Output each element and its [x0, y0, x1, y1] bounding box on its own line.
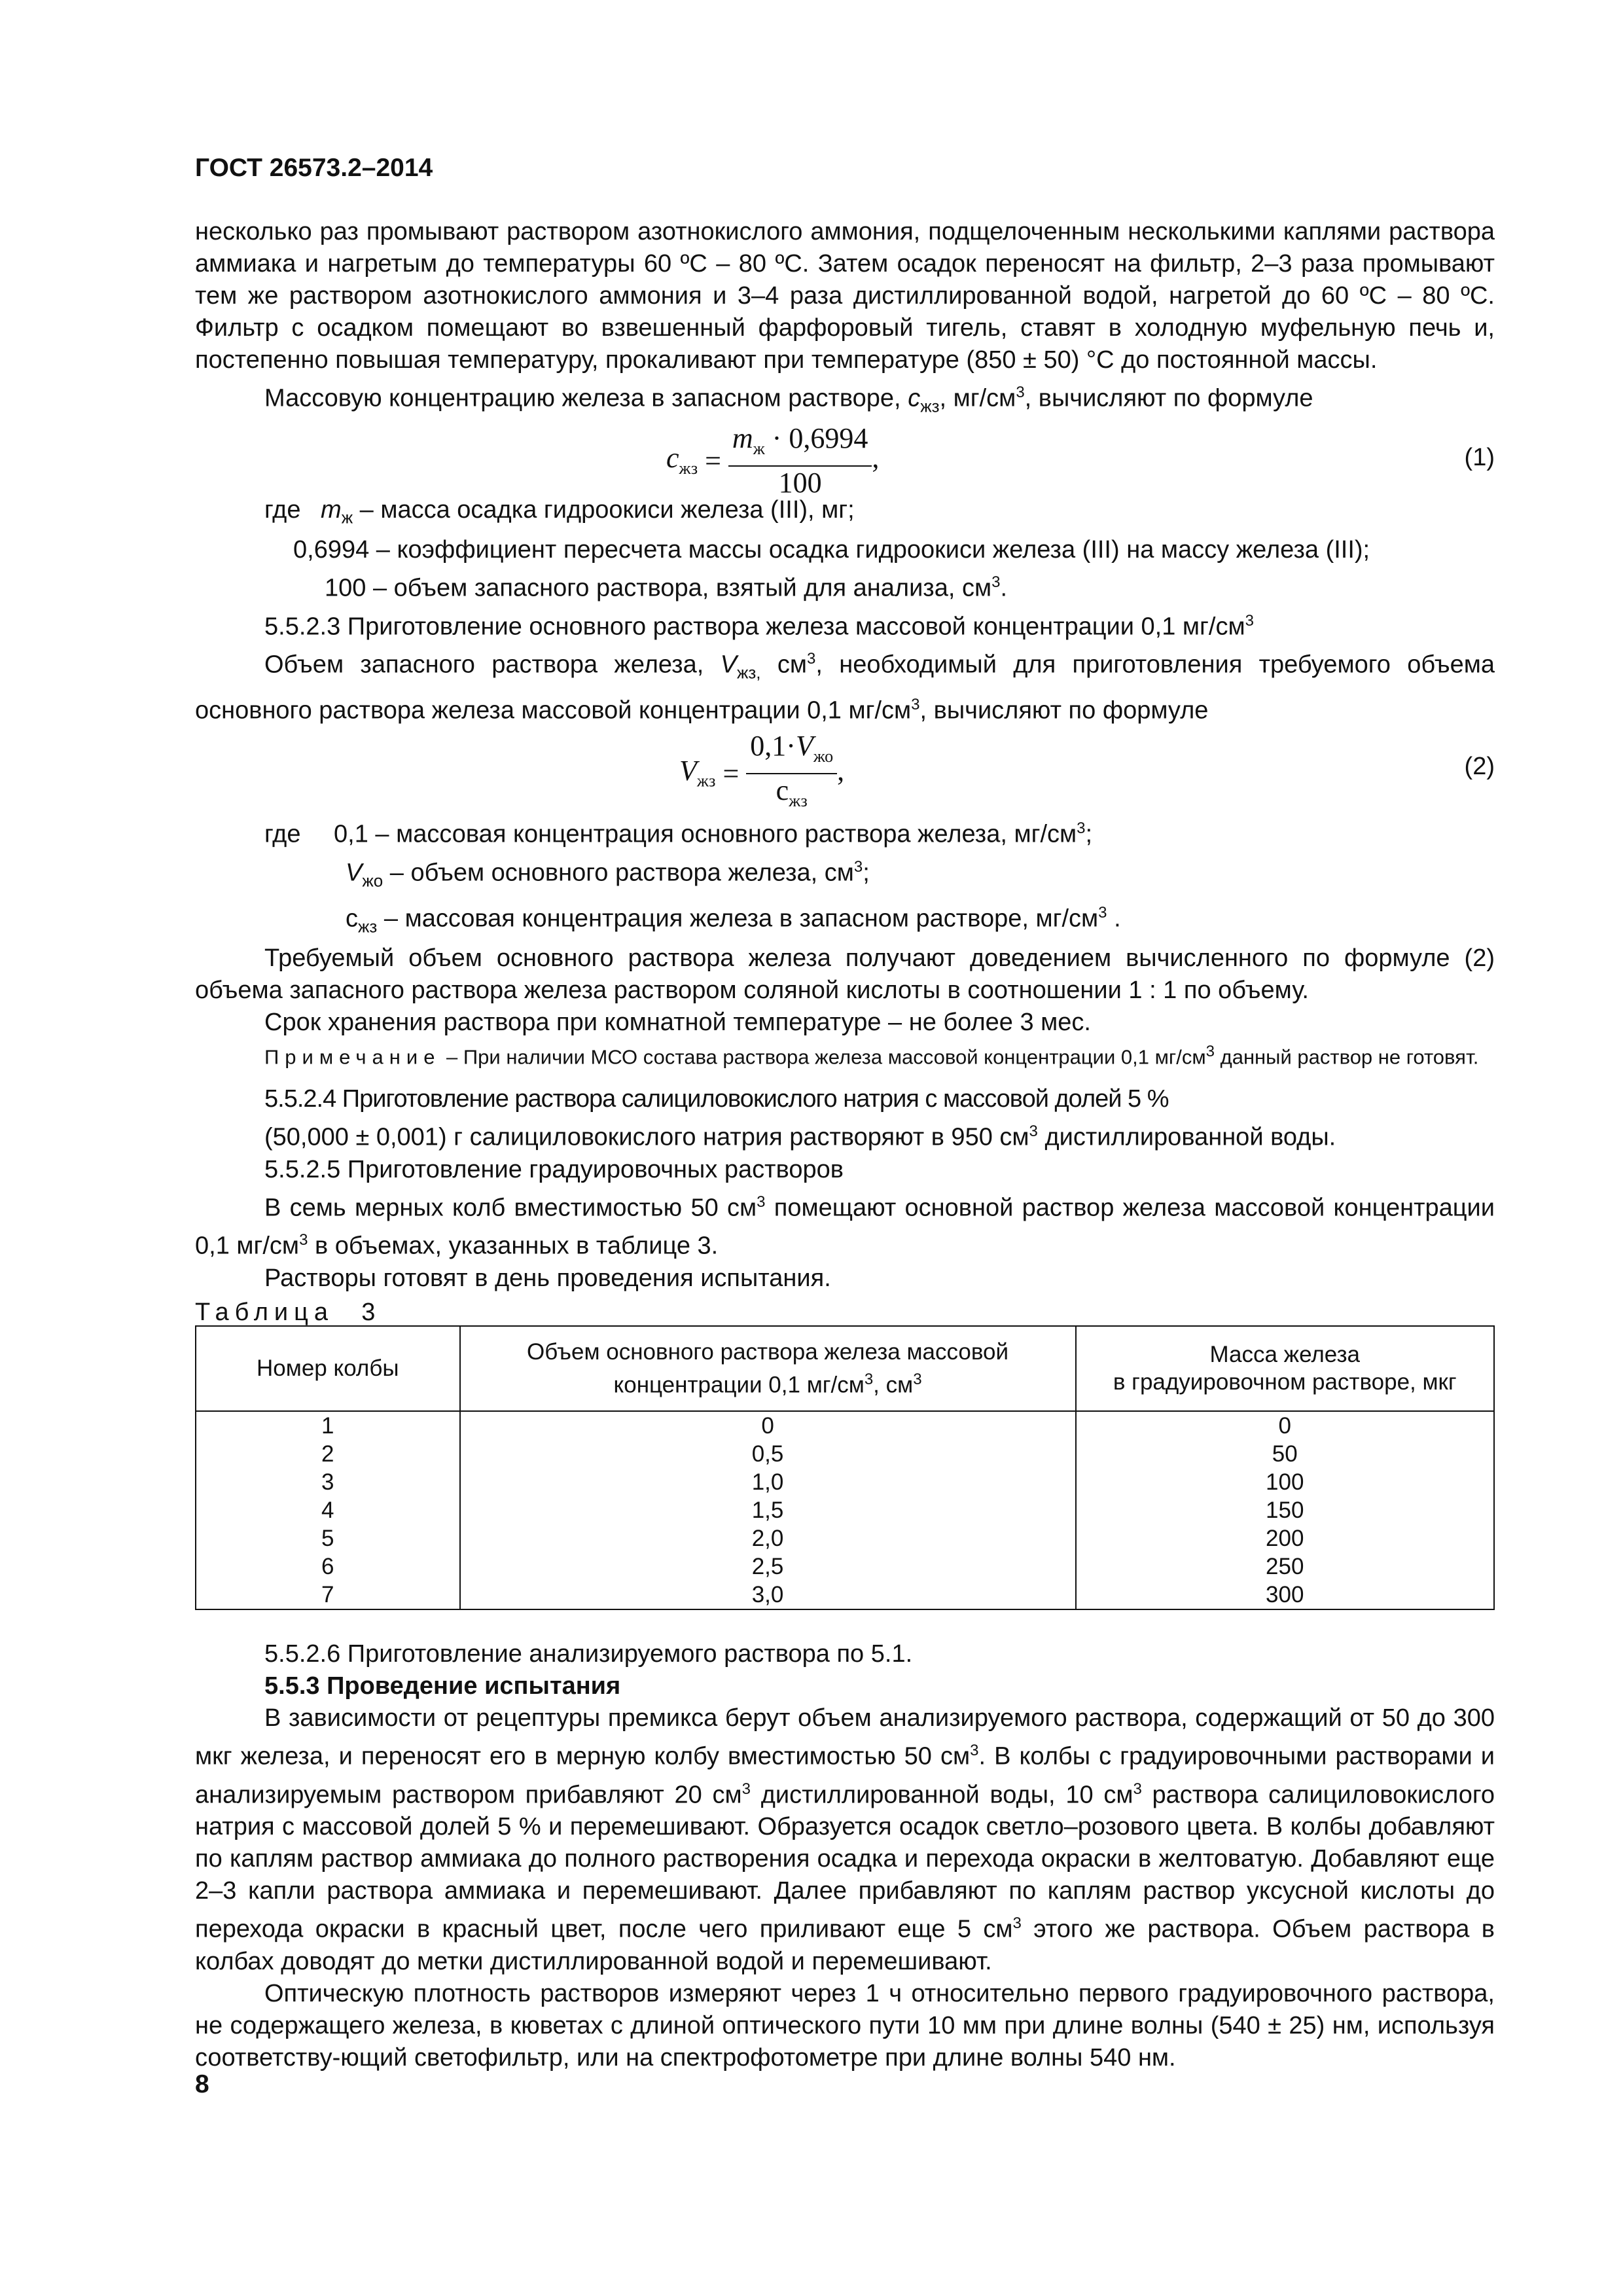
heading-5523: 5.5.2.3 Приготовление основного раствора железа массовой концентрации 0,1 $мг/см^3$ [264, 611, 1254, 641]
calibration-table [195, 1325, 1495, 1610]
table-row: 3 1,0 100 [196, 1468, 1494, 1496]
column-header-volume: Объем основного раствора железа массовой концентрации 0,1 $мг/см^3$, $см^3$ [460, 1326, 1076, 1411]
heading-5525: 5.5.2.5 Приготовление градуировочных растворов [264, 1155, 844, 1183]
paragraph-salicylate: (50,000 ± 0,001) г салициловокислого натрия растворяют в 950 $см^3$ дистиллированной воды. [264, 1122, 1336, 1151]
document-header: ГОСТ 26573.2–2014 [195, 154, 433, 182]
formula-2: $V_{жз}$ = $\frac{0,1\cdot V_{жо}}{c_{жз}}$ , (2) [679, 730, 1495, 810]
section-5526-553 [195, 1638, 1495, 2074]
table-3-block [195, 1299, 1495, 1610]
formula-1-number: (1) [1464, 444, 1495, 472]
heading-5526: 5.5.2.6 Приготовление анализируемого раствора по 5.1. [264, 1640, 913, 1668]
where-1-line-1: где $m_ж$ – масса осадка гидроокиси железа (III), мг; [264, 496, 855, 528]
note: Примечание – При наличии МСО состава раствора железа массовой концентрации 0,1 $мг/см^3$ данный раствор не готовят. [264, 1043, 1479, 1069]
paragraph-formula2-intro: Объем запасного раствора железа, $V_{жз,}$ $см^3$, необходимый для приготовления требуемого объема основного раствора железа массовой концентрации 0,1 $мг/см^3$, вычисляют по формуле [195, 650, 1495, 725]
paragraph-precipitate: несколько раз промывают раствором азотнокислого аммония, подщелоченным несколькими каплями раствора аммиака и нагретым до температуры 60 ºС – 80 ºС. Затем осадок переносят на фильтр, 2–3 раза промывают тем же раствором азотнокислого аммония и 3–4 раза дистиллированной водой, нагретой до 60 ºС – 80 ºС. Фильтр с осадком помещают во взвешенный фарфоровый тигель, ставят в холодную муфельную печь и, постепенно повышая температуру, прокаливают при температуре (850 ± 50) °С до постоянной массы. [195, 218, 1495, 374]
paragraph-optical-density: Оптическую плотность растворов измеряют через 1 ч относительно первого градуировочного раствора, не содержащего железа, в кюветах с длиной оптического пути 10 мм при длине волны (540 ± 25) нм, используя соответству-ющий светофильтр, или на спектрофотометре при длине волны 540 нм. [195, 1979, 1495, 2072]
section-5522-continuation [195, 216, 1495, 1071]
paragraph-flasks: В семь мерных колб вместимостью 50 $см^3$ помещают основной раствор железа массовой концентрации 0,1 $мг/см^3$ в объемах, указанных в таблице 3. [195, 1193, 1495, 1260]
paragraph-formula1-intro: Массовую концентрацию железа в запасном растворе, $с_{жз}$, $мг/см^3$, вычисляют по формуле [264, 384, 1313, 416]
paragraph-same-day: Растворы готовят в день проведения испытания. [264, 1264, 831, 1292]
where-2-line-3: $с_{жз}$ – массовая концентрация железа в запасном растворе, $мг/см^3$ . [346, 903, 1121, 937]
paragraph-required-volume: Требуемый объем основного раствора железа получают доведением вычисленного по формуле (2) объема запасного раствора железа раствором соляной кислоты в соотношении 1 : 1 по объему. [195, 944, 1495, 1005]
where-1-line-3: 100 – объем запасного раствора, взятый для анализа, $см^3$. [325, 573, 1008, 602]
where-2-line-2: $V_{жо}$ – объем основного раствора железа, $см^3$; [346, 857, 870, 890]
where-2-line-1: где 0,1 – массовая концентрация основного раствора железа, $мг/см^3$; [264, 819, 1093, 848]
table-caption: Таблица 3 [195, 1299, 376, 1326]
formula-2-number: (2) [1464, 753, 1495, 781]
table-row: 5 2,0 200 [196, 1524, 1494, 1552]
where-1-line-2: 0,6994 – коэффициент пересчета массы осадка гидроокиси железа (III) на массу железа (III); [293, 535, 1370, 564]
table-row: 7 3,0 300 [196, 1581, 1494, 1609]
heading-5524: 5.5.2.4 Приготовление раствора салициловокислого натрия с массовой долей 5 % [264, 1085, 1169, 1113]
table-row: 6 2,5 250 [196, 1552, 1494, 1581]
column-header-flask-number: Номер колбы [196, 1326, 460, 1411]
table-row: 4 1,5 150 [196, 1496, 1494, 1524]
table-row: 1 0 0 [196, 1411, 1494, 1440]
table-row: 2 0,5 50 [196, 1440, 1494, 1468]
page-number: 8 [195, 2070, 209, 2098]
formula-1: $c_{жз}$ = $\frac{m_ж \cdot 0,6994}{100}$ , (1) [666, 422, 1495, 499]
heading-553: 5.5.3 Проведение испытания [264, 1672, 621, 1700]
section-5524-5525 [195, 1083, 1495, 1295]
column-header-iron-mass: Масса железа в градуировочном растворе, мкг [1076, 1326, 1494, 1411]
paragraph-procedure: В зависимости от рецептуры премикса берут объем анализируемого раствора, содержащий от 50 до 300 мкг железа, и переносят его в мерную колбу вместимостью 50 $см^3$. В колбы с градуировочными растворами и анализируемым раствором прибавляют 20 $см^3$ дистиллированной воды, 10 $см^3$ раствора салициловокислого натрия с массовой долей 5 % и перемешивают. Образуется осадок светло–розового цвета. В колбы добавляют по каплям раствор аммиака до полного растворения осадка и перехода окраски в желтоватую. Добавляют еще 2–3 капли раствора аммиака и перемешивают. Далее прибавляют по каплям раствор уксусной кислоты до перехода окраски в красный цвет, после чего приливают еще 5 $см^3$ этого же раствора. Объем раствора в колбах доводят до метки дистиллированной водой и перемешивают. [195, 1704, 1495, 1975]
paragraph-storage: Срок хранения раствора при комнатной температуре – не более 3 мес. [264, 1009, 1091, 1037]
